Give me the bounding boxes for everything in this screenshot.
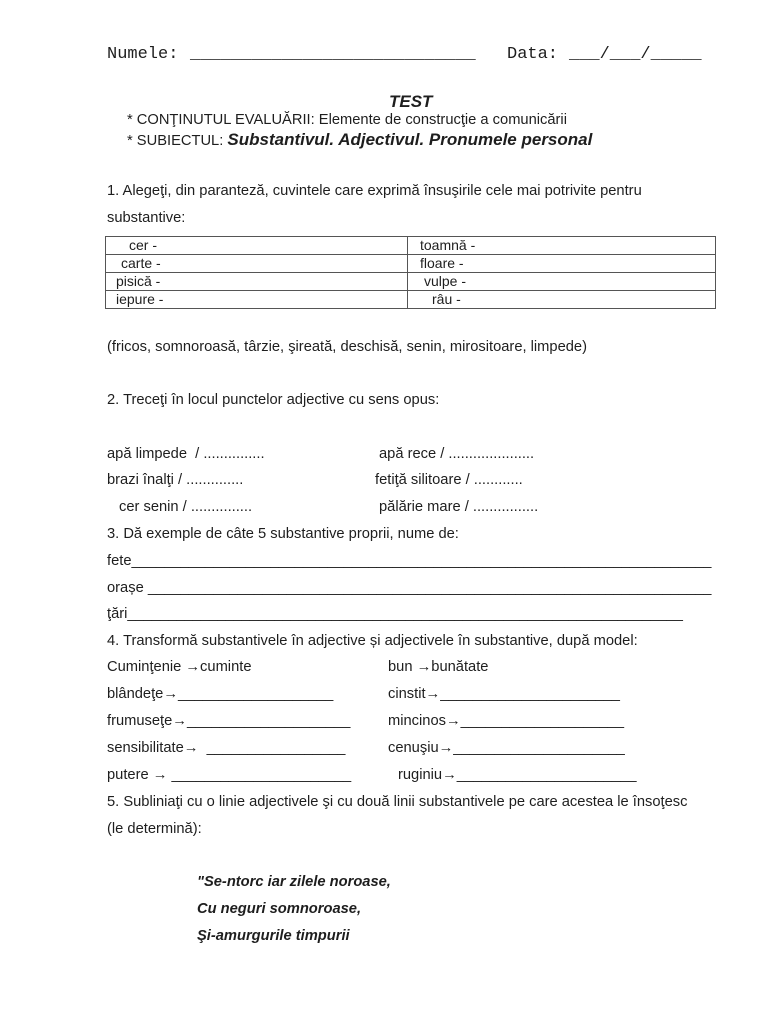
- subject-line: [127, 130, 592, 151]
- table-cell-noun: cer -: [106, 237, 408, 254]
- subject-value: Substantivul. Adjectivul. Pronumele personal: [227, 130, 593, 149]
- table-cell-noun: carte -: [106, 255, 408, 272]
- antonym-item: brazi înalţi / ..............: [107, 472, 244, 488]
- poem-line: "Se-ntorc iar zilele noroase,: [197, 874, 391, 890]
- exercise-5-prompt-continued: (le determină):: [107, 821, 202, 837]
- transform-item: frumuseţe→____________________: [107, 713, 351, 729]
- subject-label: * SUBIECTUL:: [127, 133, 228, 149]
- page-title: TEST: [389, 92, 433, 111]
- date-blank: ___/___/_____: [569, 45, 702, 64]
- antonym-item: apă limpede / ...............: [107, 446, 265, 462]
- transform-item: mincinos→____________________: [388, 713, 625, 729]
- fill-line-countries: ţări____________________________________________________________________: [107, 606, 683, 622]
- antonym-item: cer senin / ...............: [119, 499, 253, 515]
- evaluation-content-line: * CONŢINUTUL EVALUĂRII: Elemente de construcţie a comunicării: [127, 112, 567, 128]
- table-cell-noun: râu -: [432, 291, 461, 307]
- antonym-item: fetiţă silitoare / ............: [375, 472, 523, 488]
- transform-item: sensibilitate→ _________________: [107, 740, 346, 756]
- table-row: [106, 237, 715, 254]
- exercise-2-prompt: 2. Treceţi în locul punctelor adjective cu sens opus:: [107, 392, 440, 408]
- exercise-5-prompt: 5. Subliniaţi cu o linie adjectivele şi cu două linii substantivele pe care acestea le însoţesc: [107, 794, 688, 810]
- table-cell-noun: pisică -: [106, 273, 408, 290]
- table-row: [106, 290, 715, 308]
- exercise-3-prompt: 3. Dă exemple de câte 5 substantive proprii, nume de:: [107, 526, 459, 542]
- word-bank: (fricos, somnoroasă, târzie, şireată, deschisă, senin, mirositoare, limpede): [107, 339, 587, 355]
- table-cell-noun: floare -: [420, 255, 464, 271]
- name-label: Numele:: [107, 45, 179, 64]
- transform-item: blândeţe→___________________: [107, 686, 334, 702]
- exercise-1-prompt-continued: substantive:: [107, 210, 186, 226]
- table-cell-noun: iepure -: [106, 291, 408, 308]
- noun-adjective-table: [105, 236, 716, 309]
- table-row: [106, 272, 715, 290]
- table-cell-noun: toamnă -: [420, 237, 476, 253]
- exercise-1-prompt: 1. Alegeţi, din paranteză, cuvintele care exprimă însuşirile cele mai potrivite pentru: [107, 183, 642, 199]
- transform-item: putere → ______________________: [107, 767, 352, 783]
- transform-item: cinstit→______________________: [388, 686, 620, 702]
- transform-item: ruginiu→______________________: [398, 767, 637, 783]
- table-cell-noun: vulpe -: [424, 273, 467, 289]
- poem-line: Şi-amurgurile timpurii: [197, 928, 350, 944]
- fill-line-girls: fete_______________________________________________________________________: [107, 553, 712, 569]
- transform-model: Cuminţenie →cuminte: [107, 659, 252, 675]
- transform-model: bun →bunătate: [388, 659, 489, 675]
- fill-line-cities: orașe _____________________________________________________________________: [107, 580, 712, 596]
- exercise-4-prompt: 4. Transformă substantivele în adjective și adjectivele în substantive, după model:: [107, 633, 638, 649]
- poem-line: Cu neguri somnoroase,: [197, 901, 362, 917]
- antonym-item: pălărie mare / ................: [379, 499, 539, 515]
- name-blank: ____________________________: [190, 45, 476, 64]
- date-label: Data:: [507, 45, 559, 64]
- antonym-item: apă rece / .....................: [379, 446, 535, 462]
- transform-item: cenuşiu→_____________________: [388, 740, 625, 756]
- table-row: [106, 254, 715, 272]
